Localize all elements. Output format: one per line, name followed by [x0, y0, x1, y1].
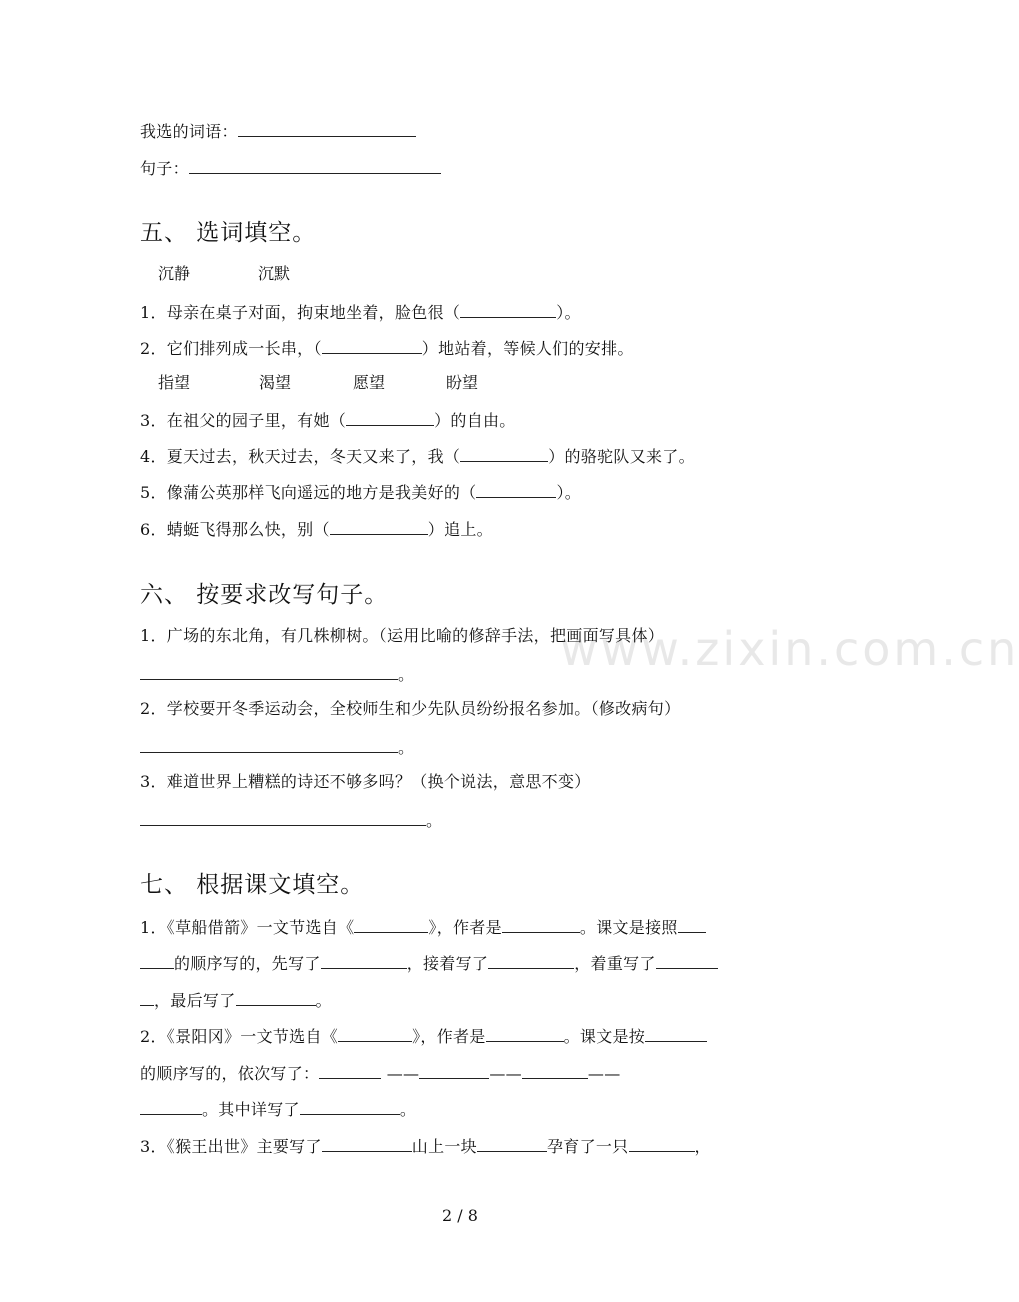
blank[interactable]	[330, 517, 428, 535]
blank[interactable]	[678, 915, 706, 933]
blank[interactable]	[477, 1134, 547, 1152]
blank[interactable]	[189, 156, 441, 174]
blank[interactable]	[140, 808, 426, 826]
blank[interactable]	[486, 1024, 564, 1042]
question-5-4: 4．夏天过去，秋天过去，冬天又来了，我（ ）的骆驼队又来了。	[140, 444, 695, 468]
question-6-2: 2．学校要开冬季运动会，全校师生和少先队员纷纷报名参加。（修改病句）	[140, 699, 681, 718]
word-option: 愿望	[353, 373, 386, 392]
section-5-title: 五、 选词填空。	[140, 220, 317, 246]
blank[interactable]	[346, 408, 434, 426]
blank[interactable]	[236, 988, 316, 1006]
blank[interactable]	[629, 1134, 695, 1152]
question-7-1: 1．《草船借箭》一文节选自《 》，作者是 。课文是接照	[140, 915, 706, 939]
question-6-3: 3．难道世界上糟糕的诗还不够多吗？（换个说法，意思不变）	[140, 772, 591, 791]
answer-line: 。	[140, 735, 414, 759]
blank[interactable]	[338, 1024, 412, 1042]
question-7-2: 2．《景阳冈》一文节选自《 》，作者是 。课文是按	[140, 1024, 707, 1048]
blank[interactable]	[476, 480, 556, 498]
blank[interactable]	[656, 951, 718, 969]
question-7-1-end: ，最后写了 。	[140, 988, 332, 1012]
blank[interactable]	[419, 1061, 489, 1079]
blank[interactable]	[140, 988, 154, 1006]
answer-line: 。	[140, 808, 442, 832]
word-bank-2	[158, 372, 478, 394]
blank[interactable]	[522, 1061, 588, 1079]
blank[interactable]	[322, 1134, 412, 1152]
section-7-title: 七、 根据课文填空。	[140, 872, 365, 898]
question-5-2: 2．它们排列成一长串，（ ）地站着，等候人们的安排。	[140, 336, 634, 360]
question-5-5: 5．像蒲公英那样飞向遥远的地方是我美好的（ ）。	[140, 480, 581, 504]
sentence-label: 句子：	[140, 159, 189, 178]
answer-line: 。	[140, 662, 414, 686]
blank[interactable]	[140, 1097, 202, 1115]
word-option: 盼望	[446, 373, 479, 392]
blank[interactable]	[460, 300, 556, 318]
question-7-3: 3．《猴王出世》主要写了 山上一块 孕育了一只 ，	[140, 1134, 711, 1158]
blank[interactable]	[460, 444, 548, 462]
word-option: 指望	[158, 373, 191, 392]
question-6-1: 1．广场的东北角，有几株柳树。（运用比喻的修辞手法，把画面写具体）	[140, 626, 665, 645]
question-5-6: 6．蜻蜓飞得那么快，别（ ）追上。	[140, 517, 493, 541]
question-7-2-cont: 的顺序写的，依次写了： —— —— ——	[140, 1061, 621, 1085]
question-5-3: 3．在祖父的园子里，有她（ ）的自由。	[140, 408, 516, 432]
word-bank-1	[158, 263, 290, 285]
word-label: 我选的词语：	[140, 122, 238, 141]
question-7-2-end: 。其中详写了 。	[140, 1097, 416, 1121]
blank[interactable]	[488, 951, 574, 969]
blank[interactable]	[140, 951, 174, 969]
blank[interactable]	[140, 735, 398, 753]
blank[interactable]	[140, 662, 398, 680]
word-option: 渴望	[259, 373, 292, 392]
word-choice-line	[140, 119, 416, 143]
word-option: 沉静	[158, 264, 191, 283]
blank[interactable]	[321, 951, 407, 969]
page-number: 2 / 8	[442, 1206, 478, 1225]
section-6-title: 六、 按要求改写句子。	[140, 582, 389, 608]
word-option: 沉默	[258, 264, 291, 283]
watermark: www.zixin.com.cn	[560, 622, 1019, 676]
blank[interactable]	[300, 1097, 400, 1115]
blank[interactable]	[645, 1024, 707, 1042]
blank[interactable]	[322, 336, 422, 354]
question-5-1: 1．母亲在桌子对面，拘束地坐着，脸色很（ ）。	[140, 300, 581, 324]
blank[interactable]	[238, 119, 416, 137]
blank[interactable]	[319, 1061, 381, 1079]
blank[interactable]	[354, 915, 428, 933]
question-7-1-cont: 的顺序写的，先写了 ，接着写了 ，着重写了	[140, 951, 718, 975]
sentence-line	[140, 156, 441, 180]
blank[interactable]	[502, 915, 580, 933]
